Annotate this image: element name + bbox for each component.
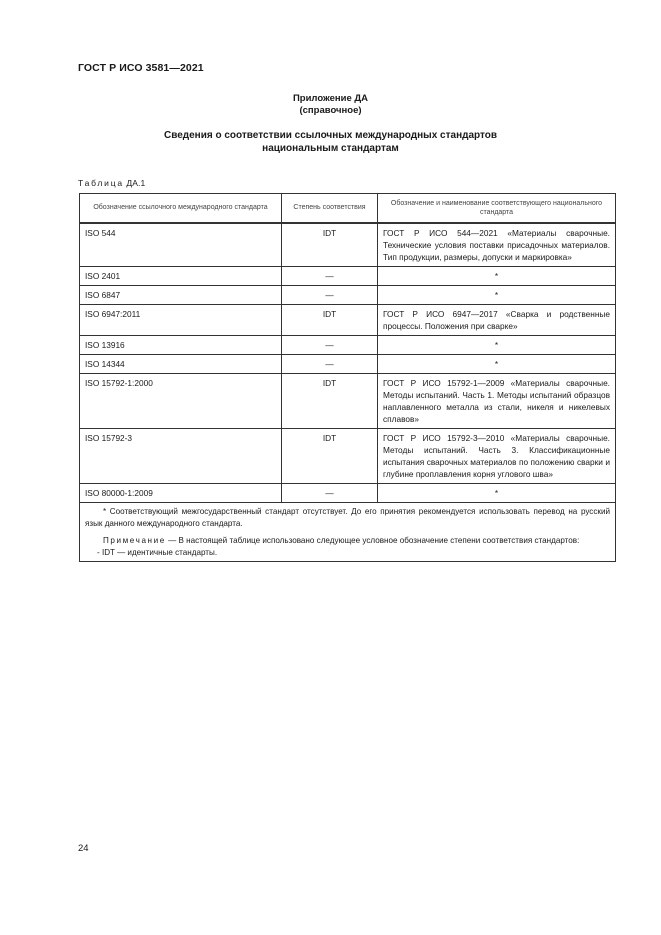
cell-national: * bbox=[378, 355, 616, 374]
table-row bbox=[80, 223, 616, 267]
cell-national: ГОСТ Р ИСО 6947—2017 «Сварка и родственные процессы. Положения при сварке» bbox=[378, 305, 616, 336]
table-row bbox=[80, 286, 616, 305]
table-row bbox=[80, 484, 616, 503]
cell-degree: — bbox=[282, 336, 378, 355]
document-code: ГОСТ Р ИСО 3581—2021 bbox=[78, 62, 204, 74]
note-text: — В настоящей таблице использовано следующее условное обозначение степени соответствия стандартов: bbox=[165, 536, 580, 545]
column-header-reference: Обозначение ссылочного международного стандарта bbox=[80, 194, 282, 224]
cell-degree: — bbox=[282, 355, 378, 374]
cell-reference: ISO 2401 bbox=[80, 267, 282, 286]
table-row bbox=[80, 336, 616, 355]
annex-title: Приложение ДА bbox=[292, 93, 369, 104]
cell-reference: ISO 15792-1:2000 bbox=[80, 374, 282, 429]
table-row bbox=[80, 267, 616, 286]
cell-reference: ISO 80000-1:2009 bbox=[80, 484, 282, 503]
table-caption-id: ДА.1 bbox=[126, 178, 146, 188]
cell-national: * bbox=[378, 286, 616, 305]
cell-degree: IDT bbox=[282, 305, 378, 336]
cell-national: * bbox=[378, 267, 616, 286]
table-caption bbox=[78, 178, 145, 188]
page-number: 24 bbox=[78, 843, 89, 854]
cell-national: ГОСТ Р ИСО 15792-3—2010 «Материалы сварочные. Методы испытаний. Часть 3. Классификационные испытания сварочных материалов по положению сварки и глубине проплавления корня углового шва» bbox=[378, 429, 616, 484]
cell-national: * bbox=[378, 336, 616, 355]
annex-subtitle: (справочное) bbox=[299, 105, 362, 116]
cell-degree: — bbox=[282, 484, 378, 503]
cell-reference: ISO 6947:2011 bbox=[80, 305, 282, 336]
correspondence-table bbox=[79, 193, 616, 562]
cell-degree: IDT bbox=[282, 223, 378, 267]
cell-reference: ISO 6847 bbox=[80, 286, 282, 305]
table-row bbox=[80, 355, 616, 374]
annex-heading-line-1: Сведения о соответствии ссылочных международных стандартов bbox=[163, 130, 498, 141]
cell-degree: IDT bbox=[282, 374, 378, 429]
annex-heading bbox=[0, 129, 661, 155]
column-header-degree: Степень соответствия bbox=[282, 194, 378, 224]
cell-national: ГОСТ Р ИСО 544—2021 «Материалы сварочные. Технические условия поставки присадочных материалов. Тип продукции, размеры, допуски и маркировка» bbox=[378, 223, 616, 267]
cell-reference: ISO 15792-3 bbox=[80, 429, 282, 484]
table-footer-row bbox=[80, 503, 616, 562]
note-list-item: - IDT — идентичные стандарты. bbox=[97, 547, 218, 557]
cell-reference: ISO 13916 bbox=[80, 336, 282, 355]
cell-reference: ISO 544 bbox=[80, 223, 282, 267]
table-header-row bbox=[80, 194, 616, 224]
cell-degree: — bbox=[282, 267, 378, 286]
annex-heading-line-2: национальным стандартам bbox=[262, 143, 399, 154]
table-row bbox=[80, 429, 616, 484]
cell-degree: — bbox=[282, 286, 378, 305]
table-row bbox=[80, 374, 616, 429]
note-label: Примечание bbox=[103, 536, 166, 545]
table-row bbox=[80, 305, 616, 336]
table-caption-word: Таблица bbox=[78, 178, 124, 188]
cell-national: ГОСТ Р ИСО 15792-1—2009 «Материалы сварочные. Методы испытаний. Часть 1. Методы испытаний образцов наплавленного металла из стали, никеля и никелевых сплавов» bbox=[378, 374, 616, 429]
table-footnote: * Соответствующий межгосударственный стандарт отсутствует. До его принятия рекомендуется использовать перевод на русский язык данного международного стандарта. bbox=[85, 507, 610, 528]
cell-national: * bbox=[378, 484, 616, 503]
cell-reference: ISO 14344 bbox=[80, 355, 282, 374]
table-footer bbox=[80, 503, 616, 562]
column-header-national: Обозначение и наименование соответствующего национального стандарта bbox=[378, 194, 616, 224]
cell-degree: IDT bbox=[282, 429, 378, 484]
table-note bbox=[85, 535, 610, 547]
